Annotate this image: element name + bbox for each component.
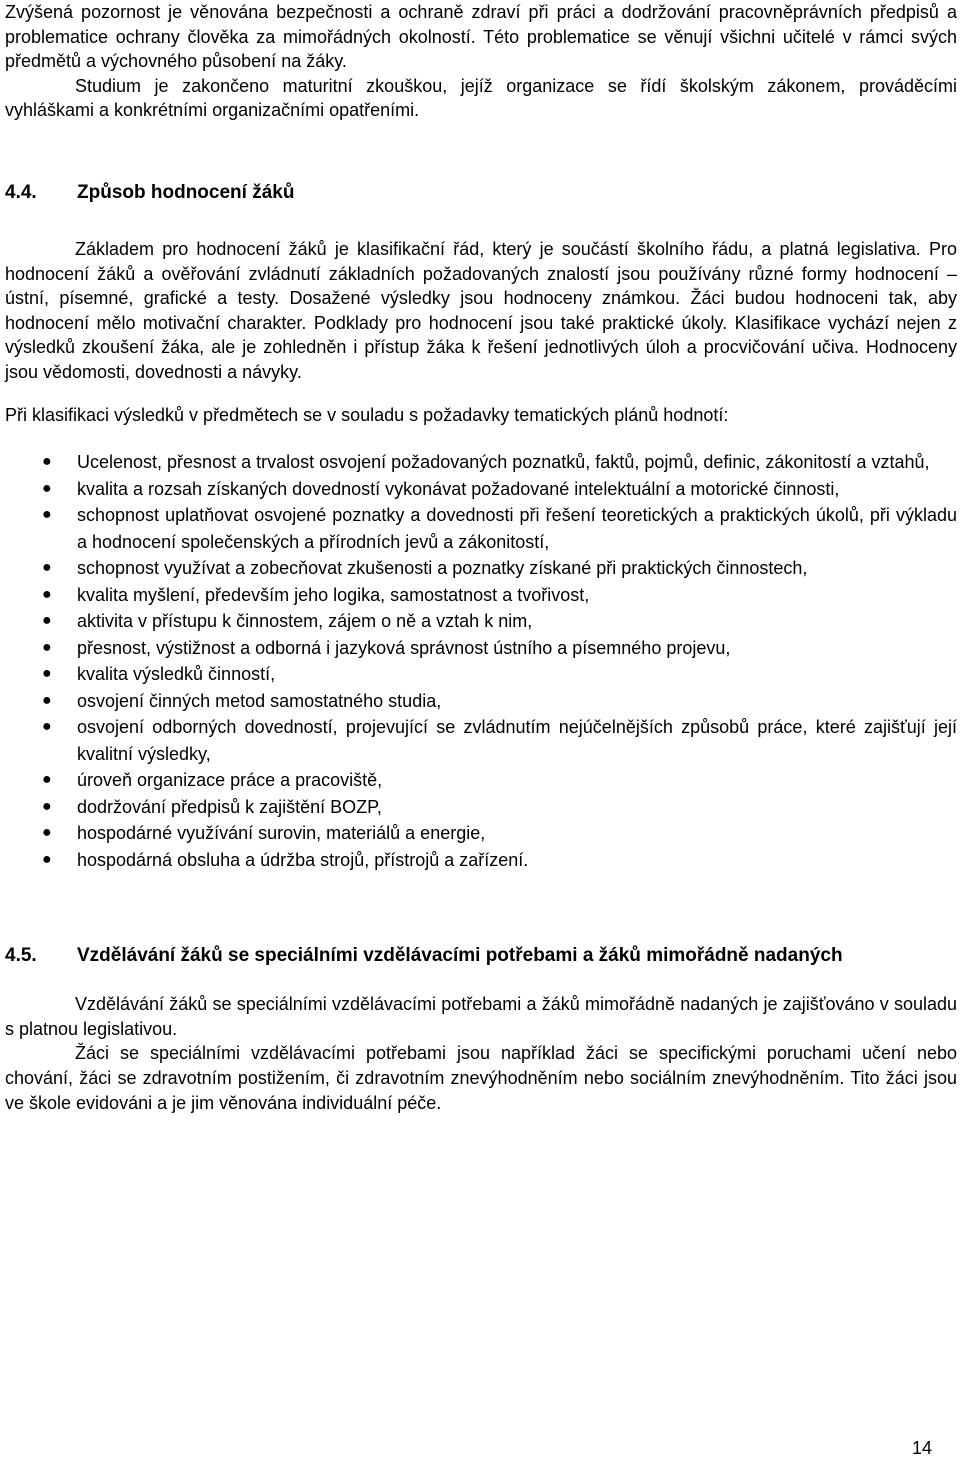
- list-item: [5, 714, 957, 767]
- evaluation-paragraph: Základem pro hodnocení žáků je klasifikační řád, který je součástí školního řádu, a platná legislativa. Pro hodnocení žáků a ověřování zvládnutí základních požadovaných znalostí jsou používány různé formy hodnocení – ústní, písemné, grafické a testy. Dosažené výsledky jsou hodnoceny známkou. Žáci budou hodnoceni tak, aby hodnocení mělo motivační charakter. Podklady pro hodnocení jsou také praktické úkoly. Klasifikace vychází nejen z výsledků zkoušení žáka, ale je zohledněn i přístup žáka k řešení jednotlivých úloh a procvičování učiva. Hodnoceny jsou vědomosti, dovednosti a návyky.: [5, 238, 957, 382]
- bullet-icon: ●: [42, 797, 52, 815]
- bullet-icon: ●: [42, 479, 52, 497]
- list-item: [5, 555, 957, 582]
- list-item: [5, 608, 957, 635]
- list-item: [5, 661, 957, 688]
- special-needs-definition-paragraph: Žáci se speciálními vzdělávacími potřebami jsou například žáci se specifickými poruchami učení nebo chování, žáci se zdravotním postižením, či zdravotním znevýhodněním nebo sociálním znevýhodněním. Tito žáci jsou ve škole evidováni a je jim věnována individuální péče.: [5, 1043, 957, 1113]
- intro-paragraph-maturita: Studium je zakončeno maturitní zkouškou, jejíž organizace se řídí školským zákonem, prováděcími vyhláškami a konkrétními organizačními opatřeními.: [5, 75, 957, 121]
- list-item-text: schopnost uplatňovat osvojené poznatky a dovednosti při řešení teoretických a praktických úkolů, při výkladu a hodnocení společenských a přírodních jevů a zákonitostí,: [77, 505, 957, 552]
- list-item-text: kvalita myšlení, především jeho logika, samostatnost a tvořivost,: [77, 584, 590, 605]
- list-item-text: Ucelenost, přesnost a trvalost osvojení požadovaných poznatků, faktů, pojmů, definic, zákonitostí a vztahů,: [77, 452, 930, 473]
- bullet-icon: ●: [42, 824, 52, 842]
- bullet-icon: ●: [42, 718, 52, 736]
- bullet-icon: ●: [42, 771, 52, 789]
- list-item: [5, 476, 957, 503]
- list-item: [5, 635, 957, 662]
- list-item-text: kvalita výsledků činností,: [77, 664, 276, 685]
- page-number: 14: [911, 1438, 932, 1458]
- list-item-text: aktivita v přístupu k činnostem, zájem o ně a vztah k nim,: [77, 611, 533, 632]
- list-item: [5, 502, 957, 555]
- section-title: Vzdělávání žáků se speciálními vzdělávacími potřebami a žáků mimořádně nadaných: [77, 945, 843, 967]
- list-item: [5, 794, 957, 821]
- intro-block: [5, 0, 957, 123]
- document-page: [5, 0, 957, 1115]
- section-heading-4-4: [5, 179, 957, 207]
- list-item-text: přesnost, výstižnost a odborná i jazyková správnost ústního a písemného projevu,: [77, 637, 731, 658]
- section-4-5-body: [5, 992, 957, 1115]
- bullet-icon: ●: [42, 691, 52, 709]
- list-item-text: hospodárné využívání surovin, materiálů a energie,: [77, 823, 486, 844]
- bullet-icon: ●: [42, 850, 52, 868]
- list-item: [5, 582, 957, 609]
- section-4-4-body: [5, 237, 957, 873]
- bullet-icon: ●: [42, 506, 52, 524]
- list-item-text: osvojení činných metod samostatného studia,: [77, 690, 442, 711]
- list-item-text: schopnost využívat a zobecňovat zkušenosti a poznatky získané při praktických činnostech,: [77, 558, 808, 579]
- bullet-icon: ●: [42, 665, 52, 683]
- bullet-icon: ●: [42, 585, 52, 603]
- criteria-lead: Při klasifikaci výsledků v předmětech se v souladu s požadavky tematických plánů hodnotí:: [5, 404, 729, 425]
- list-item: [5, 449, 957, 476]
- list-item: [5, 847, 957, 874]
- bullet-icon: ●: [42, 559, 52, 577]
- bullet-icon: ●: [42, 638, 52, 656]
- bullet-icon: ●: [42, 612, 52, 630]
- list-item-text: dodržování předpisů k zajištění BOZP,: [77, 796, 382, 817]
- list-item-text: osvojení odborných dovedností, projevující se zvládnutím nejúčelnějších způsobů práce, které zajišťují její kvalitní výsledky,: [77, 717, 957, 764]
- list-item: [5, 688, 957, 715]
- bullet-icon: ●: [42, 453, 52, 471]
- list-item-text: úroveň organizace práce a pracoviště,: [77, 770, 383, 791]
- section-number: 4.4.: [5, 181, 37, 203]
- section-heading-4-5: [5, 941, 957, 970]
- intro-paragraph-safety: Zvýšená pozornost je věnována bezpečnosti a ochraně zdraví při práci a dodržování pracovněprávních předpisů a problematice ochrany člověka za mimořádných okolností. Této problematice se věnují všichni učitelé v rámci svých předmětů a výchovného působení na žáky.: [5, 2, 957, 72]
- special-needs-paragraph: Vzdělávání žáků se speciálními vzdělávacími potřebami a žáků mimořádně nadaných je zajišťováno v souladu s platnou legislativou.: [5, 994, 957, 1039]
- section-title: Způsob hodnocení žáků: [77, 181, 295, 203]
- list-item: [5, 820, 957, 847]
- criteria-list: [5, 449, 957, 873]
- list-item: [5, 767, 957, 794]
- list-item-text: kvalita a rozsah získaných dovedností vykonávat požadované intelektuální a motorické činnosti,: [77, 478, 840, 499]
- section-number: 4.5.: [5, 945, 37, 967]
- list-item-text: hospodárná obsluha a údržba strojů, přístrojů a zařízení.: [77, 849, 529, 870]
